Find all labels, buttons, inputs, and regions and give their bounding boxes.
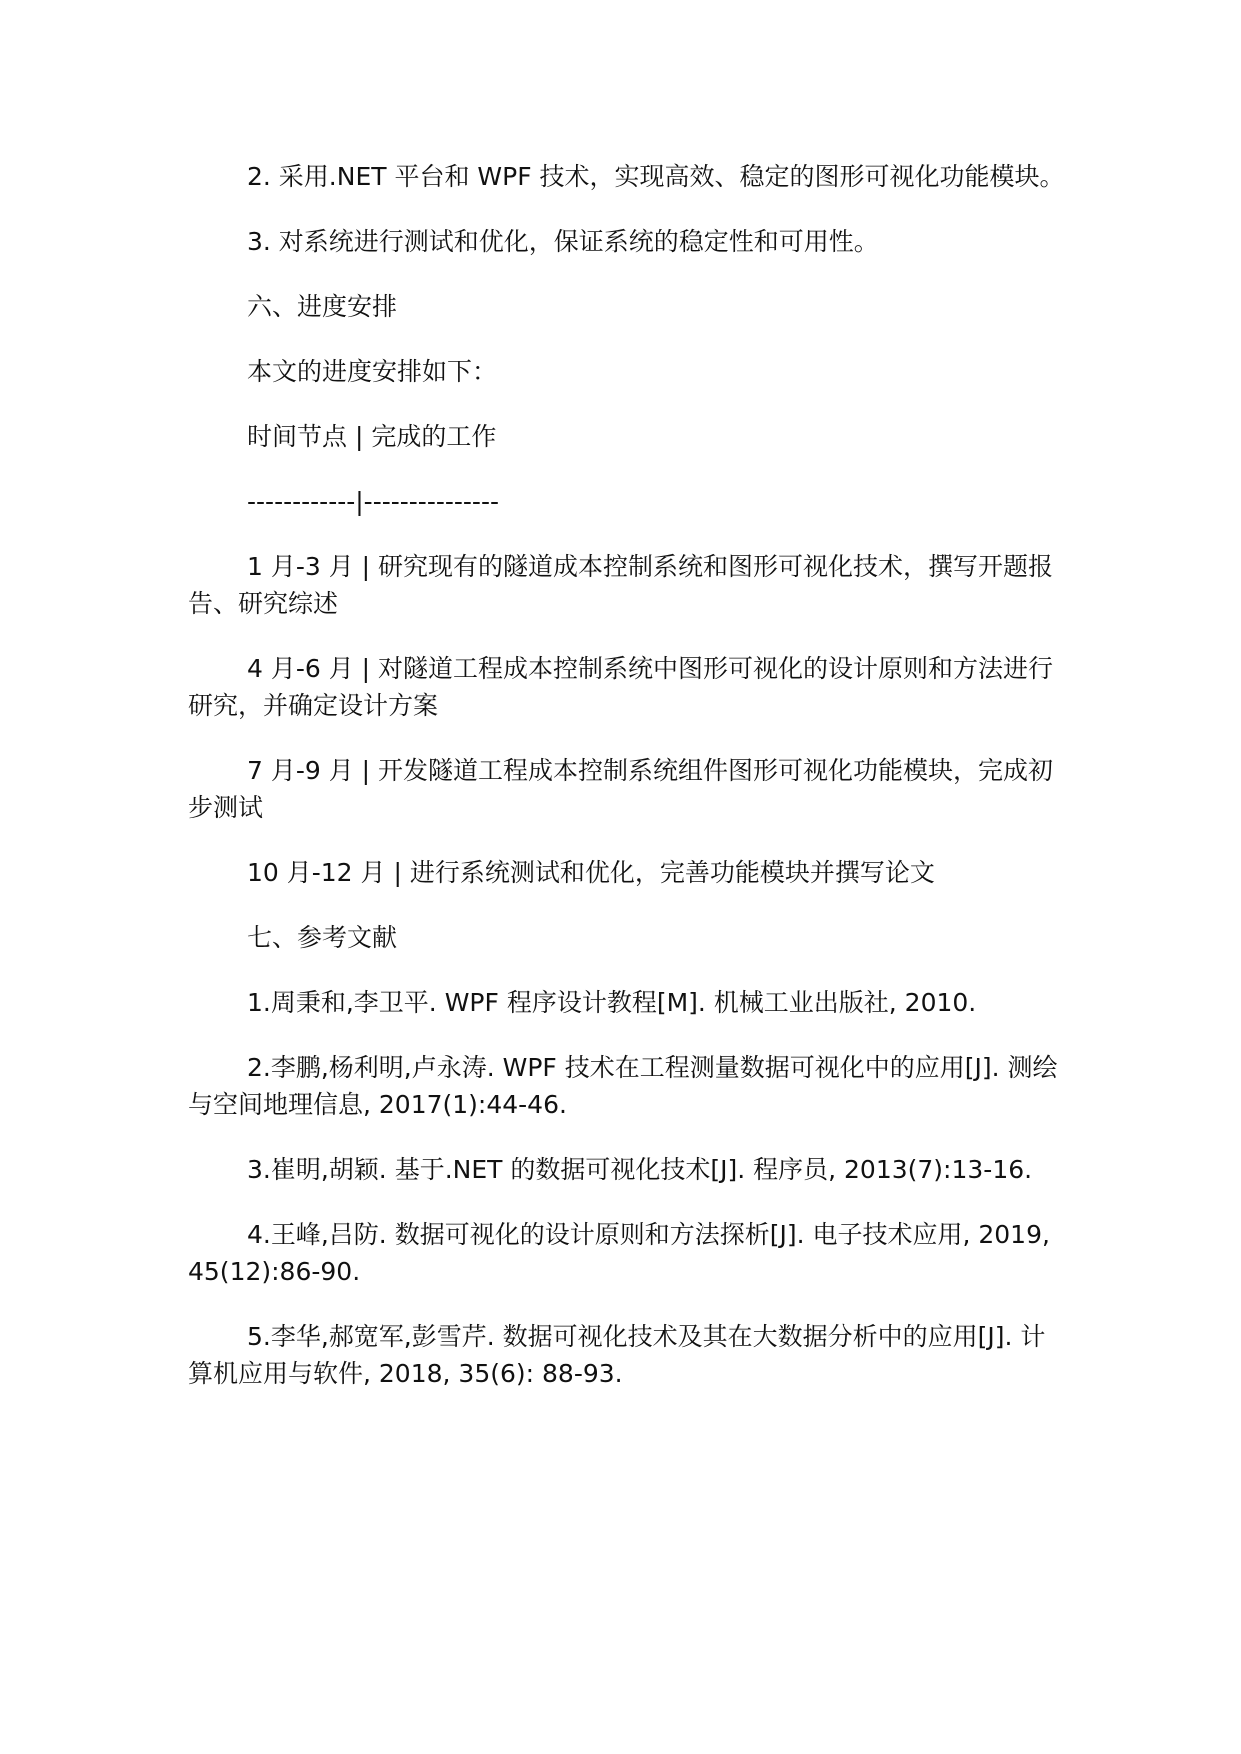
schedule-intro: 本文的进度安排如下：	[247, 357, 498, 386]
schedule-table-header: 时间节点 | 完成的工作	[247, 422, 497, 451]
reference-1: 1.周秉和,李卫平. WPF 程序设计教程[M]. 机械工业出版社, 2010.	[247, 988, 977, 1017]
goal-item-3: 3. 对系统进行测试和优化，保证系统的稳定性和可用性。	[247, 227, 879, 256]
reference-2: 2.李鹏,杨利明,卢永涛. WPF 技术在工程测量数据可视化中的应用[J]. 测绘与空间地理信息, 2017(1):44-46.	[188, 1053, 1058, 1119]
document-body	[188, 158, 1068, 1420]
section-heading-references: 七、参考文献	[247, 923, 398, 952]
reference-3: 3.崔明,胡颖. 基于.NET 的数据可视化技术[J]. 程序员, 2013(7):13-16.	[247, 1155, 1033, 1184]
section-heading-schedule: 六、进度安排	[247, 292, 398, 321]
reference-4: 4.王峰,吕防. 数据可视化的设计原则和方法探析[J]. 电子技术应用, 2019, 45(12):86-90.	[188, 1220, 1050, 1286]
schedule-row-1: 1 月-3 月 | 研究现有的隧道成本控制系统和图形可视化技术，撰写开题报告、研究综述	[188, 552, 1054, 618]
goal-item-2: 2. 采用.NET 平台和 WPF 技术，实现高效、稳定的图形可视化功能模块。	[247, 162, 1065, 191]
reference-5: 5.李华,郝宽军,彭雪芹. 数据可视化技术及其在大数据分析中的应用[J]. 计算机应用与软件, 2018, 35(6): 88-93.	[188, 1322, 1046, 1388]
schedule-row-4: 10 月-12 月 | 进行系统测试和优化，完善功能模块并撰写论文	[247, 858, 935, 887]
schedule-table-separator: ------------|---------------	[247, 487, 499, 516]
schedule-row-2: 4 月-6 月 | 对隧道工程成本控制系统中图形可视化的设计原则和方法进行研究，并确定设计方案	[188, 654, 1054, 720]
schedule-row-3: 7 月-9 月 | 开发隧道工程成本控制系统组件图形可视化功能模块，完成初步测试	[188, 756, 1054, 822]
